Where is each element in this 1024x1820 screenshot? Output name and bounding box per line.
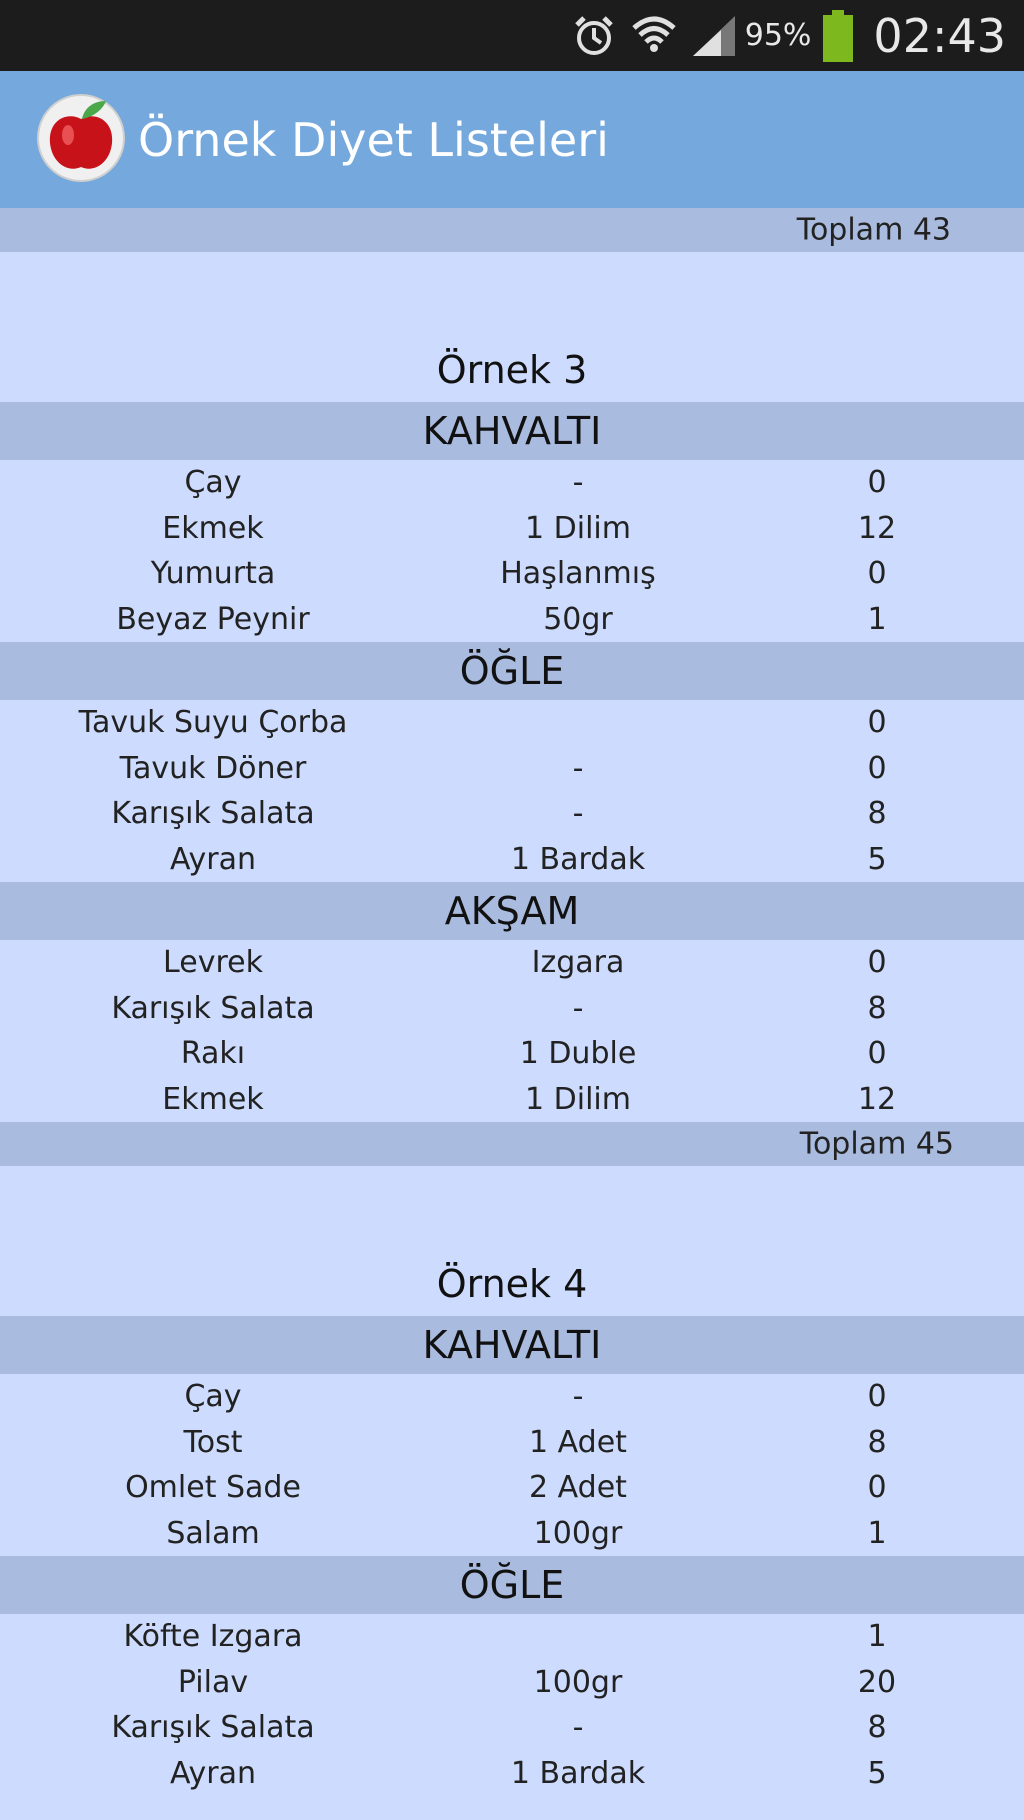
- app-bar: [0, 71, 1024, 208]
- portion-cell: 1 Adet: [529, 1424, 627, 1460]
- portion-cell: 100gr: [533, 1515, 623, 1551]
- value-cell: 5: [867, 1755, 887, 1791]
- portion-cell: -: [572, 796, 584, 832]
- meal-heading: ÖĞLE: [0, 642, 1024, 700]
- value-cell: 8: [867, 1710, 887, 1746]
- portion-cell: 1 Bardak: [510, 841, 646, 877]
- spacer: [0, 1166, 1024, 1252]
- table-row: [0, 597, 1024, 643]
- table-row: [0, 1511, 1024, 1557]
- total-row: Toplam 45: [0, 1122, 1024, 1166]
- value-cell: 1: [867, 601, 887, 637]
- portion-cell: -: [572, 1710, 584, 1746]
- portion-cell: -: [572, 1379, 584, 1415]
- status-bar: [0, 0, 1024, 71]
- table-row: [0, 1751, 1024, 1797]
- table-row: [0, 1031, 1024, 1077]
- food-cell: Salam: [166, 1515, 260, 1551]
- table-row: [0, 1614, 1024, 1660]
- signal-icon: [689, 11, 739, 61]
- clock-time: 02:43: [873, 8, 1006, 63]
- food-cell: Pilav: [177, 1664, 249, 1700]
- food-cell: Karışık Salata: [111, 990, 315, 1026]
- food-cell: Tavuk Döner: [119, 750, 307, 786]
- table-row: [0, 1660, 1024, 1706]
- food-cell: Omlet Sade: [125, 1470, 301, 1506]
- food-cell: Rakı: [180, 1036, 246, 1072]
- portion-cell: 2 Adet: [529, 1470, 627, 1506]
- value-cell: 0: [867, 705, 887, 741]
- food-cell: Levrek: [163, 945, 263, 981]
- meal-heading: ÖĞLE: [0, 1556, 1024, 1614]
- table-row: [0, 837, 1024, 883]
- example-title: Örnek 3: [436, 348, 588, 392]
- diet-list[interactable]: [0, 208, 1024, 1796]
- table-row: [0, 1465, 1024, 1511]
- food-cell: Çay: [184, 1379, 242, 1415]
- value-cell: 1: [867, 1619, 887, 1655]
- food-cell: Ekmek: [162, 1081, 264, 1117]
- portion-cell: 100gr: [533, 1664, 623, 1700]
- value-cell: 12: [857, 1081, 897, 1117]
- total-row: Toplam 43: [0, 208, 1024, 252]
- food-cell: Çay: [184, 465, 242, 501]
- value-cell: 8: [867, 990, 887, 1026]
- example-title: Örnek 4: [436, 1262, 588, 1306]
- portion-cell: 50gr: [543, 601, 613, 637]
- food-cell: Ayran: [170, 841, 256, 877]
- alarm-clock-icon: [569, 11, 619, 61]
- battery-percent: 95%: [744, 18, 812, 53]
- app-title: Örnek Diyet Listeleri: [138, 112, 609, 167]
- value-cell: 8: [867, 796, 887, 832]
- value-cell: 5: [867, 841, 887, 877]
- table-row: [0, 551, 1024, 597]
- food-cell: Karışık Salata: [111, 1710, 315, 1746]
- value-cell: 0: [867, 465, 887, 501]
- value-cell: 0: [867, 750, 887, 786]
- value-cell: 0: [867, 1379, 887, 1415]
- food-cell: Yumurta: [150, 556, 276, 592]
- table-row: [0, 460, 1024, 506]
- table-row: [0, 700, 1024, 746]
- table-row: [0, 1374, 1024, 1420]
- table-row: [0, 940, 1024, 986]
- food-cell: Tost: [183, 1424, 243, 1460]
- food-cell: Ayran: [170, 1755, 256, 1791]
- value-cell: 20: [857, 1664, 897, 1700]
- portion-cell: 1 Dilim: [525, 510, 631, 546]
- spacer: [0, 252, 1024, 338]
- value-cell: 8: [867, 1424, 887, 1460]
- battery-icon: [821, 11, 855, 61]
- meal-heading: AKŞAM: [0, 882, 1024, 940]
- table-row: [0, 1420, 1024, 1466]
- value-cell: 0: [867, 1036, 887, 1072]
- value-cell: 0: [867, 945, 887, 981]
- portion-cell: Haşlanmış: [500, 556, 656, 592]
- table-row: [0, 791, 1024, 837]
- table-row: [0, 986, 1024, 1032]
- meal-heading: KAHVALTI: [0, 402, 1024, 460]
- portion-cell: 1 Duble: [519, 1036, 637, 1072]
- portion-cell: 1 Bardak: [510, 1755, 646, 1791]
- portion-cell: 1 Dilim: [525, 1081, 631, 1117]
- table-row: [0, 1705, 1024, 1751]
- value-cell: 0: [867, 1470, 887, 1506]
- apple-logo-icon[interactable]: [36, 93, 126, 187]
- value-cell: 12: [857, 510, 897, 546]
- food-cell: Tavuk Suyu Çorba: [78, 705, 348, 741]
- food-cell: Karışık Salata: [111, 796, 315, 832]
- meal-heading: KAHVALTI: [0, 1316, 1024, 1374]
- portion-cell: -: [572, 750, 584, 786]
- portion-cell: -: [572, 990, 584, 1026]
- table-row: [0, 746, 1024, 792]
- table-row: [0, 506, 1024, 552]
- value-cell: 0: [867, 556, 887, 592]
- food-cell: Ekmek: [162, 510, 264, 546]
- value-cell: 1: [867, 1515, 887, 1551]
- portion-cell: Izgara: [531, 945, 625, 981]
- table-row: [0, 1077, 1024, 1123]
- wifi-icon: [629, 11, 679, 61]
- portion-cell: -: [572, 465, 584, 501]
- food-cell: Köfte Izgara: [123, 1619, 303, 1655]
- food-cell: Beyaz Peynir: [116, 601, 310, 637]
